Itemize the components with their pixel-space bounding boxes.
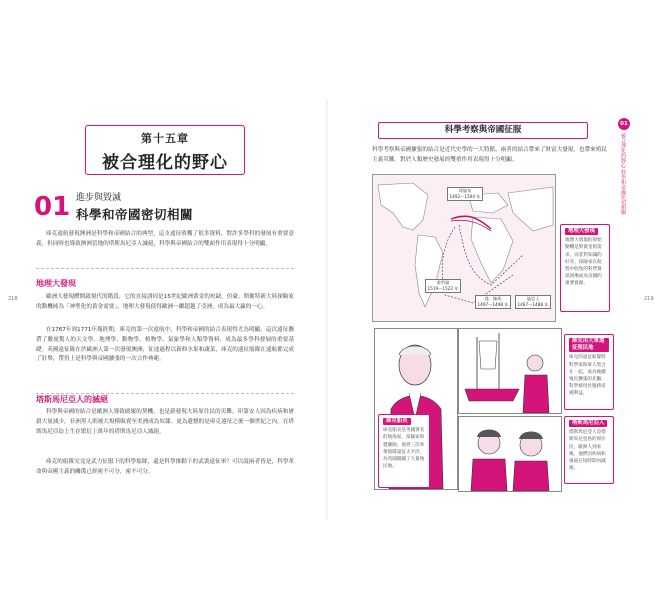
chapter-number: 第十五章 (141, 132, 189, 145)
page-number-right: 219 (644, 296, 654, 302)
section-banner-text: 科學考察與帝國征服 (444, 125, 522, 135)
body-paragraph: 在1767年到1771年幾經期，庫克的第一次遠航中，科學和帝國的結合表現得尤為明顯。這次遠征攜帶了數量驚人的天文學、地理學、動物學、植物學、氣象學和人類學資料，成為最多學科發展的重要基礎。英國遠征隊在於歐洲人第一次發現澳洲，征途過程以新修水果和蔬菜，庫克的遠征船隊在遠航都完成了壯舉，帶得上是科學與帝國擴張的一次合作典範。 (36, 327, 294, 363)
page-number-left: 218 (8, 296, 18, 302)
chapter-heading-box (85, 125, 245, 175)
body-paragraph: 庫克的船隊究竟是武力征服下的科學船隊，還是科學推動下的武裝遠征軍？可以說兩者皆是，科學革命與帝國主義的關係已經密不可分，密不可分。 (36, 459, 294, 475)
map-label-dias: 迪亞士 1487～1488 年 (515, 295, 551, 309)
right-intro: 科學考察與帝國擴張的結合是近代史學的一大特點，兩者的結合帶來了財富大發現，也帶來殖民主義災難。對於人類歷史發展的雙重作用表現得十分明顯。 (372, 147, 607, 163)
section-banner (378, 122, 588, 139)
side-tab-number: 01 (618, 118, 630, 130)
subheading-discovery: 地理大發現 (36, 279, 76, 288)
side-tab (618, 118, 632, 218)
section-title: 科學和帝國密切相關 (76, 207, 194, 222)
left-page (0, 0, 327, 609)
callout-tasmanian: 塔斯馬尼亞人 塔斯馬尼亞人是塔斯馬尼亞島的原住民，歐洲人到來後，他們因疾病和屠殺在短時間內滅絕。 (564, 416, 614, 484)
tasmanian-people-illustration (458, 416, 562, 492)
ship-scene-illustration (458, 328, 562, 414)
callout-cook: 庫克船長 庫克船長是英國著名的航海家，探險家和製圖師，他曾三次率領船隊遠征太平洋，為英國開闢了大量殖民地。 (378, 414, 430, 488)
subheading-tasmanian: 塔斯馬尼亞人的滅絕 (36, 395, 108, 404)
map-label-magellan: 麥哲倫 1519～1522 年 (425, 279, 461, 293)
map-label-columbus: 哥倫布 1492～1504 年 (447, 187, 483, 201)
section-intro: 庫克遠航發現澳洲是科學和帝國結合的典型，這支遠征收穫了很多資料，對許多學科的發展有重要意義，但同時也導致澳洲當地的塔斯馬尼亞人滅絕，科學與帝國結合的雙面作用表現得十分明顯。 (36, 231, 294, 247)
body-paragraph: 歐洲大發現體開啟現代的階段，它的直接誘因是15世紀歐洲黃金的短缺，但臺、斯衛特新大陸探險家的動機純為「神聖化的黃金需要」，地理大發現使得歐洲一躍超越了亞洲，成為最大贏的一心。 (36, 294, 294, 310)
section-number: 01 (34, 192, 71, 222)
map-label-gama: 達．伽馬 1497～1498 年 (475, 295, 511, 309)
chapter-title: 被合理化的野心 (102, 153, 228, 173)
divider (36, 268, 294, 269)
callout-army: 庫克用大軍遠征殖民地 庫克的遠征船隊將科學家和軍人集合在一起，成為後續殖民擴張的先驅，科學被用於服務帝國利益。 (564, 334, 614, 410)
exploration-map (372, 174, 556, 322)
callout-discovery: 地理大發現 地理大發現的原始動機是對黃金的需求，而非對知識的好奇，探險家在航程中收集的科學資訊逐漸成為帝國的重要資源。 (560, 224, 610, 312)
section-kicker: 進步與毀滅 (76, 193, 122, 203)
side-tab-text: 被合理化的野心 科學和帝國密切相關 (620, 133, 626, 215)
body-paragraph: 科學與帝國的結合是歐洲人導致破壞的契機，也是新發現大陸原住民的災難。印第安人因為疾病和屠殺大量減少，非洲黑人則被大規模販賣至美洲成為奴隸。更為遺憾的是庫克遠征之後一個世紀之內，在塔斯馬尼亞島上生存繁衍上萬年的塔斯馬尼亞人滅絕。 (36, 409, 294, 435)
